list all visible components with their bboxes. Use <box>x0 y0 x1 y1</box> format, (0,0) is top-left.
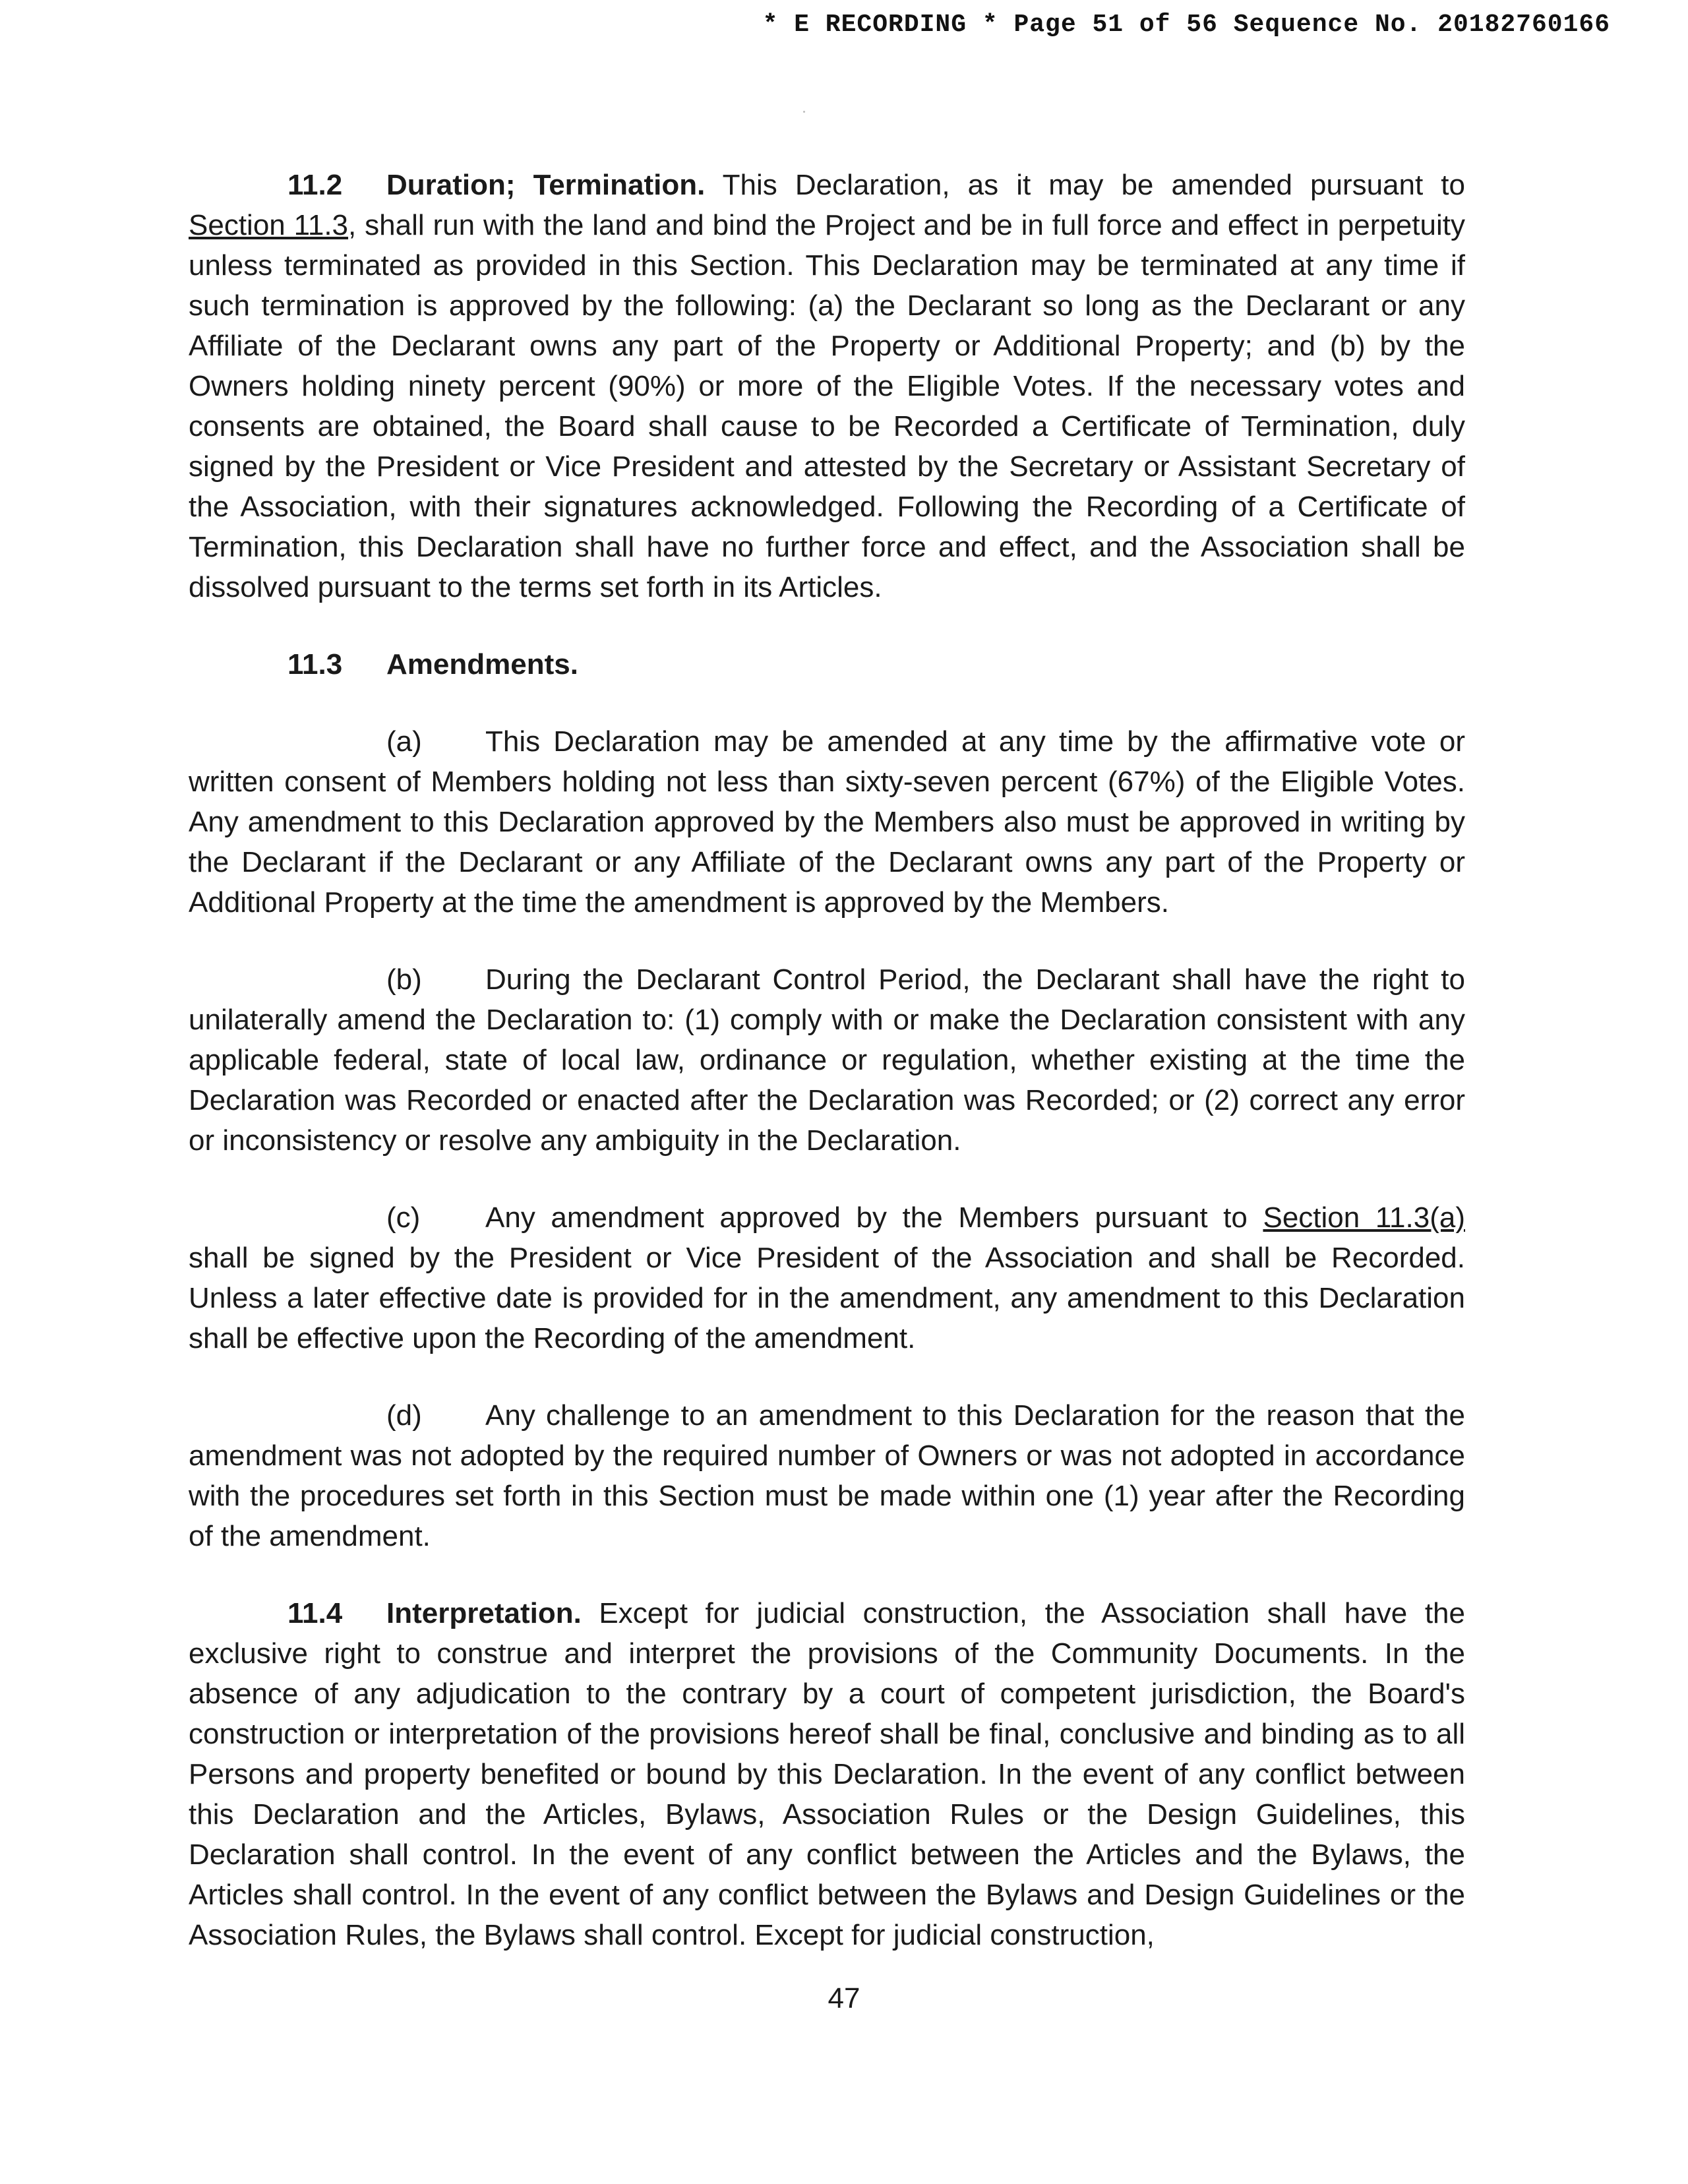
section-title: Duration; Termination. <box>386 169 706 201</box>
section-title: Interpretation. <box>386 1597 582 1629</box>
section-title: Amendments. <box>386 648 578 681</box>
subsection-text: During the Declarant Control Period, the Declarant shall have the right to unilaterally amend the Declaration to: (1) comply with or make the Declaration consistent with any applicable federal, state of local law, ordinance or regulation, whether existing at the time the Declaration was Recorded or enacted after the Declaration was Recorded; or (2) correct any error or inconsistency or resolve any ambiguity in the Declaration. <box>189 963 1465 1157</box>
subsection-text: shall be signed by the President or Vice President of the Association and shall be Recorded. Unless a later effective date is provided for in the amendment, any amendment to this Declaration shall be effective upon the Recording of the amendment. <box>189 1242 1465 1354</box>
section-number: 11.2 <box>287 169 343 201</box>
subsection-text: This Declaration may be amended at any time by the affirmative vote or written consent of Members holding not less than sixty-seven percent (67%) of the Eligible Votes. Any amendment to this Declaration approved by the Members also must be approved in writing by the Declarant if the Declarant or any Affiliate of the Declarant owns any part of the Property or Additional Property at the time the amendment is approved by the Members. <box>189 725 1465 919</box>
section-11-3-heading <box>189 644 1465 684</box>
section-number: 11.4 <box>287 1597 343 1629</box>
subsection-label: (a) <box>386 725 422 758</box>
scan-speck <box>803 111 805 113</box>
subsection-label: (b) <box>386 963 422 996</box>
page-number: 47 <box>828 1982 860 2015</box>
subsection-b <box>189 959 1465 1161</box>
subsection-label: (d) <box>386 1399 422 1432</box>
subsection-text: Any challenge to an amendment to this Declaration for the reason that the amendment was not adopted by the required number of Owners or was not adopted in accordance with the procedures set forth in this Section must be made within one (1) year after the Recording of the amendment. <box>189 1399 1465 1552</box>
section-text: Except for judicial construction, the Association shall have the exclusive right to construe and interpret the provisions of the Community Documents. In the absence of any adjudication to the contrary by a court of competent jurisdiction, the Board's construction or interpretation of the provisions hereof shall be final, conclusive and binding as to all Persons and property benefited or bound by this Declaration. In the event of any conflict between this Declaration and the Articles, Bylaws, Association Rules or the Design Guidelines, this Declaration shall control. In the event of any conflict between the Articles and the Bylaws, the Articles shall control. In the event of any conflict between the Bylaws and Design Guidelines or the Association Rules, the Bylaws shall control. Except for judicial construction, <box>189 1597 1465 1951</box>
section-text: , shall run with the land and bind the Project and be in full force and effect in perpetuity unless terminated as provided in this Section. This Declaration may be terminated at any time if such termination is approved by the following: (a) the Declarant so long as the Declarant or any Affiliate of the Declarant owns any part of the Property or Additional Property; and (b) by the Owners holding ninety percent (90%) or more of the Eligible Votes. If the necessary votes and consents are obtained, the Board shall cause to be Recorded a Certificate of Termination, duly signed by the President or Vice President and attested by the Secretary or Assistant Secretary of the Association, with their signatures acknowledged. Following the Recording of a Certificate of Termination, this Declaration shall have no further force and effect, and the Association shall be dissolved pursuant to the terms set forth in its Articles. <box>189 209 1465 603</box>
subsection-a <box>189 721 1465 923</box>
section-text: This Declaration, as it may be amended pursuant to <box>705 169 1465 201</box>
document-body <box>189 165 1465 1992</box>
subsection-c <box>189 1198 1465 1358</box>
section-11-2 <box>189 165 1465 607</box>
subsection-d <box>189 1395 1465 1556</box>
subsection-text: Any amendment approved by the Members pursuant to <box>485 1201 1263 1234</box>
section-number: 11.3 <box>287 648 343 681</box>
section-reference-link[interactable]: Section 11.3 <box>189 209 349 241</box>
subsection-label: (c) <box>386 1201 421 1234</box>
section-11-4 <box>189 1593 1465 1955</box>
recording-header: * E RECORDING * Page 51 of 56 Sequence No. 20182760166 <box>762 11 1610 39</box>
section-reference-link[interactable]: Section 11.3(a) <box>1263 1201 1465 1234</box>
